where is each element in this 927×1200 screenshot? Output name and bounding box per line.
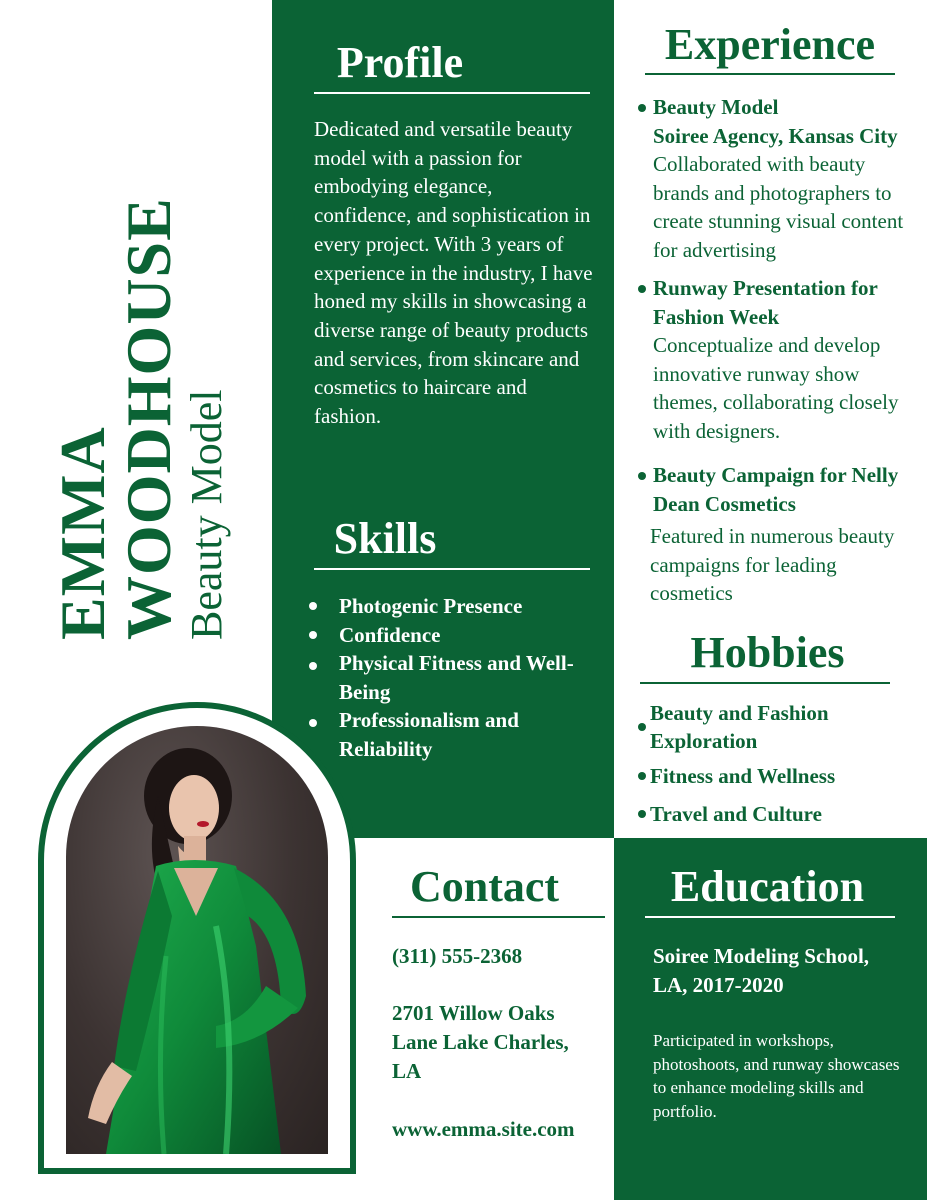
first-name: EMMA	[47, 426, 118, 640]
contact-divider	[392, 916, 605, 918]
education-divider	[645, 916, 895, 918]
bullet-icon	[309, 631, 317, 639]
bullet-icon	[309, 662, 317, 670]
bullet-icon	[309, 719, 317, 727]
hobbies-divider	[640, 682, 890, 684]
profile-text: Dedicated and versatile beauty model with a passion for embodying elegance, confidence, and sophistication in every project. With 3 years of experience in the industry, I have honed my skills in showcasing a diverse range of beauty products and services, from skincare and cosmetics to haircare and fashion.	[314, 117, 593, 429]
hobbies-title: Hobbies	[690, 628, 845, 677]
contact-website: www.emma.site.com	[392, 1117, 575, 1141]
bullet-icon	[638, 723, 646, 731]
profile-photo	[66, 726, 328, 1154]
skill-item: Confidence	[306, 621, 596, 650]
experience-heading: Beauty Campaign for Nelly Dean Cosmetics	[653, 463, 899, 516]
experience-title: Experience	[664, 20, 876, 69]
experience-description: Conceptualize and develop innovative runway show themes, collaborating closely with designers.	[653, 333, 899, 443]
education-school: Soiree Modeling School, LA, 2017-2020	[653, 944, 870, 997]
profile-title: Profile	[336, 38, 464, 87]
model-illustration	[66, 726, 328, 1154]
skill-item: Photogenic Presence	[306, 592, 596, 621]
skill-item: Physical Fitness and Well-Being	[306, 649, 596, 706]
education-title: Education	[670, 862, 865, 911]
profile-divider	[314, 92, 590, 94]
contact-title: Contact	[409, 862, 560, 911]
experience-item	[636, 461, 921, 608]
experience-divider	[645, 73, 895, 75]
contact-address: 2701 Willow Oaks Lane Lake Charles, LA	[392, 1001, 569, 1083]
bullet-icon	[638, 104, 646, 112]
last-name: WOODHOUSE	[113, 197, 184, 640]
experience-description: Featured in numerous beauty campaigns for leading cosmetics	[650, 524, 895, 606]
bullet-icon	[638, 810, 646, 818]
name-block	[47, 140, 232, 640]
hobby-item: Travel and Culture	[636, 800, 916, 828]
experience-description: Collaborated with beauty brands and photographers to create stunning visual content for advertising	[653, 152, 904, 262]
photo-frame	[38, 702, 356, 1174]
experience-heading: Beauty Model Soiree Agency, Kansas City	[653, 95, 898, 148]
experience-item	[636, 93, 921, 265]
experience-heading: Runway Presentation for Fashion Week	[653, 276, 878, 329]
skill-item: Professionalism and Reliability	[306, 706, 596, 763]
contact-phone: (311) 555-2368	[392, 944, 523, 968]
skills-list	[306, 592, 596, 763]
bullet-icon	[638, 472, 646, 480]
bullet-icon	[309, 602, 317, 610]
experience-item	[636, 274, 921, 446]
skills-title: Skills	[333, 514, 437, 563]
skills-divider	[314, 568, 590, 570]
education-description: Participated in workshops, photoshoots, and runway showcases to enhance modeling skills and portfolio.	[653, 1031, 900, 1121]
bullet-icon	[638, 285, 646, 293]
hobby-item: Fitness and Wellness	[636, 762, 916, 790]
role-title: Beauty Model	[182, 389, 231, 640]
bullet-icon	[638, 772, 646, 780]
hobby-item: Beauty and Fashion Exploration	[636, 699, 916, 755]
